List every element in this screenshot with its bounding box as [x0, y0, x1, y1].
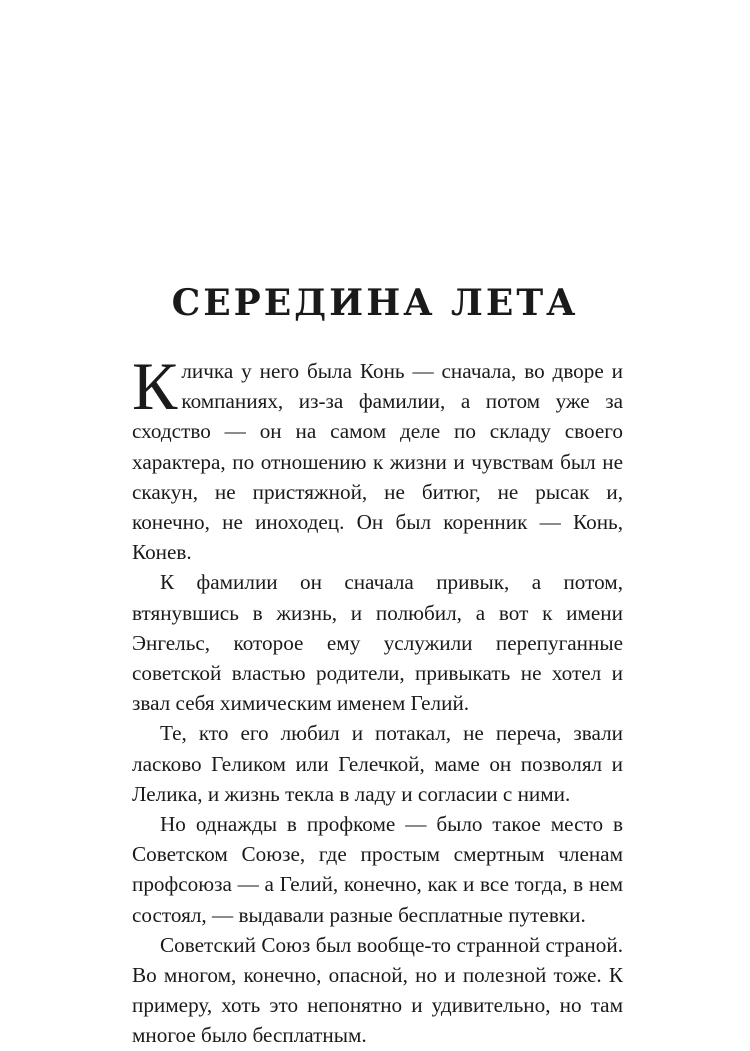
drop-cap: К [132, 348, 178, 424]
paragraph-3: Те, кто его любил и потакал, не переча, звали ласково Геликом или Гелечкой, маме он позволял и Леликa, и жизнь текла в ладу и согласии с ними. [132, 721, 623, 806]
paragraph-text: личка у него была Конь — сначала, во дворе и компаниях, из-за фамилии, а потом уже за сходство — он на самом деле по складу своего характера, по отношению к жизни и чувствам был не скакун, не пристяжной, не битюг, не рысак и, конечно, не иноходец. Он был коренник — Конь, Конев. [132, 359, 623, 565]
paragraph-1 [132, 348, 623, 567]
paragraph-2: К фамилии он сначала привык, а потом, втянувшись в жизнь, и полюбил, а вот к имени Энгельс, которое ему услужили перепуганные советской властью родители, привыкать не хотел и звал себя химическим именем Гелий. [132, 570, 623, 716]
paragraph-4: Но однажды в профкоме — было такое место в Советском Союзе, где простым смертным членам профсоюза — а Гелий, конечно, как и все тогда, в нем состоял, — выдавали разные бесплатные путевки. [132, 812, 623, 927]
paragraph-5: Советский Союз был вообще-то странной страной. Во многом, конечно, опасной, но и полезной тоже. К примеру, хоть это непонятно и удивительно, но там многое было бесплатным. [132, 932, 623, 1048]
chapter-title: СЕРЕДИНА ЛЕТА [171, 282, 579, 324]
body-text [132, 348, 623, 1051]
